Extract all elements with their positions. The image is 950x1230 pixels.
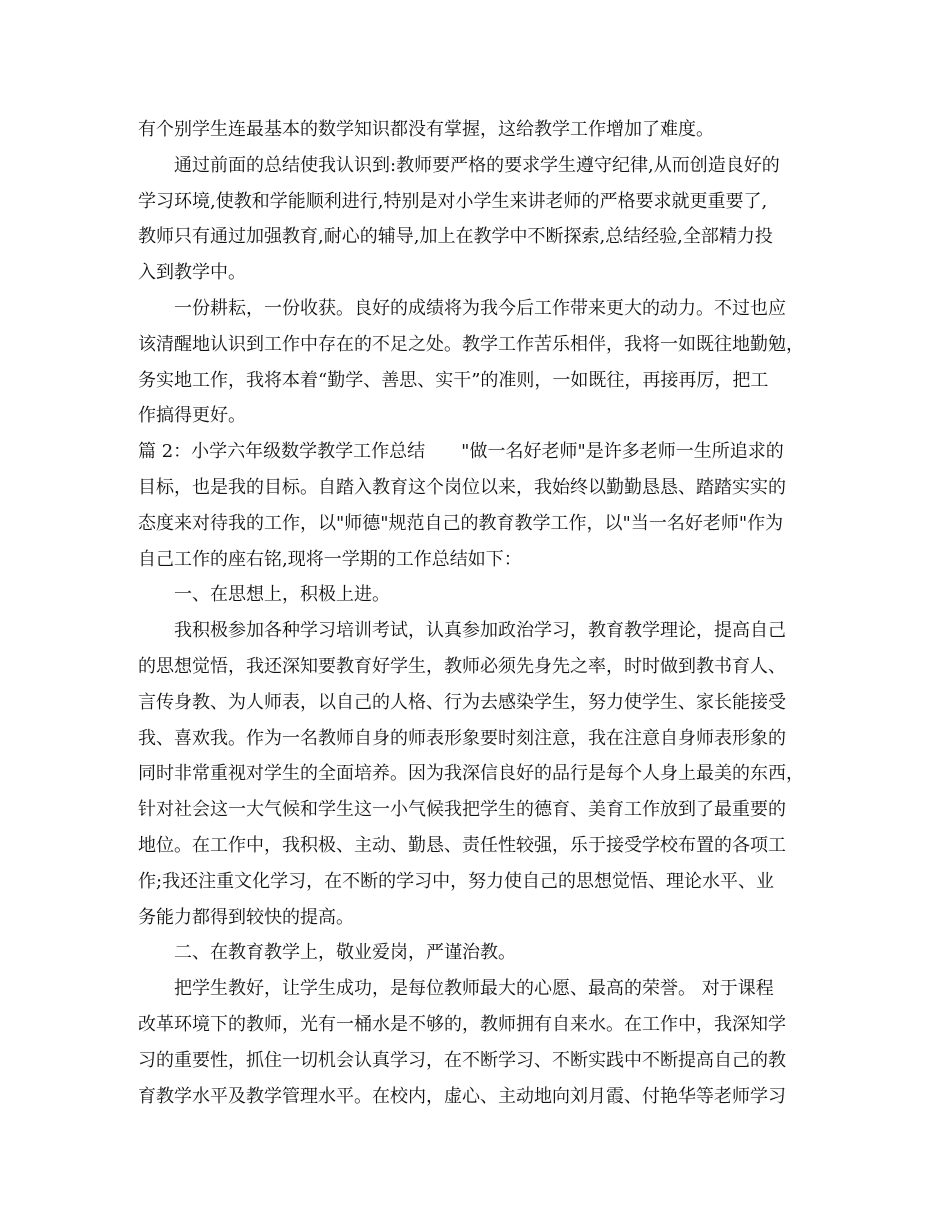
text-line: 该清醒地认识到工作中存在的不足之处。教学工作苦乐相伴，我将一如既往地勤勉，: [138, 333, 804, 355]
text-line: 我积极参加各种学习培训考试，认真参加政治学习，教育教学理论，提高自己: [174, 620, 786, 642]
text-line: 习的重要性，抓住一切机会认真学习，在不断学习、不断实践中不断提高自己的教: [138, 1049, 786, 1071]
text-line: 育教学水平及教学管理水平。在校内，虚心、主动地向刘月霞、付艳华等老师学习: [138, 1085, 786, 1107]
text-line: 目标，也是我的目标。自踏入教育这个岗位以来，我始终以勤勤恳恳、踏踏实实的: [138, 476, 786, 498]
text-line: 有个别学生连最基本的数学知识都没有掌握，这给教学工作增加了难度。: [138, 119, 714, 140]
text-line: 言传身教、为人师表，以自己的人格、行为去感染学生，努力使学生、家长能接受: [138, 691, 786, 713]
text-line: 务实地工作，我将本着“勤学、善思、实干”的准则，一如既往，再接再厉，把工: [138, 369, 769, 391]
text-line: 把学生教好，让学生成功，是每位教师最大的心愿、最高的荣誉。 对于课程: [174, 978, 774, 1000]
subheading: 一、在思想上，积极上进。: [174, 584, 390, 606]
document-body: [138, 112, 828, 1114]
text-line: 一份耕耘，一份收获。良好的成绩将为我今后工作带来更大的动力。不过也应: [174, 297, 786, 319]
text-line: 我、喜欢我。作为一名教师自身的师表形象要时刻注意，我在注意自身师表形象的: [138, 727, 786, 749]
text-line: 作;我还注重文化学习，在不断的学习中，努力使自己的思想觉悟、理论水平、业: [138, 870, 775, 892]
text-line: 改革环境下的教师，光有一桶水是不够的，教师拥有自来水。在工作中，我深知学: [138, 1013, 786, 1035]
text-line: 务能力都得到较快的提高。: [138, 906, 354, 928]
text-line: 通过前面的总结使我认识到:教师要严格的要求学生遵守纪律,从而创造良好的: [174, 154, 780, 176]
section-heading: 篇 2：小学六年级数学教学工作总结 "做一名好老师"是许多老师一生所追求的: [138, 441, 784, 463]
text-line: 入到教学中。: [138, 262, 246, 284]
text-line: 态度来对待我的工作，以"师德"规范自己的教育教学工作，以"当一名好老师"作为: [138, 512, 784, 534]
text-line: 地位。在工作中，我积极、主动、勤恳、责任性较强，乐于接受学校布置的各项工: [138, 834, 786, 856]
text-line: 针对社会这一大气候和学生这一小气候我把学生的德育、美育工作放到了最重要的: [138, 799, 786, 821]
text-line: 的思想觉悟，我还深知要教育好学生，教师必须先身先之率，时时做到教书育人、: [138, 655, 786, 677]
subheading: 二、在教育教学上，敬业爱岗，严谨治教。: [174, 942, 516, 964]
text-line: 同时非常重视对学生的全面培养。因为我深信良好的品行是每个人身上最美的东西，: [138, 763, 804, 785]
text-line: 作搞得更好。: [138, 405, 246, 427]
text-line: 学习环境,使教和学能顺利进行,特别是对小学生来讲老师的严格要求就更重要了,: [138, 190, 768, 212]
text-line: 自己工作的座右铭,现将一学期的工作总结如下：: [138, 548, 522, 570]
text-line: 教师只有通过加强教育,耐心的辅导,加上在教学中不断探索,总结经验,全部精力投: [138, 226, 773, 248]
